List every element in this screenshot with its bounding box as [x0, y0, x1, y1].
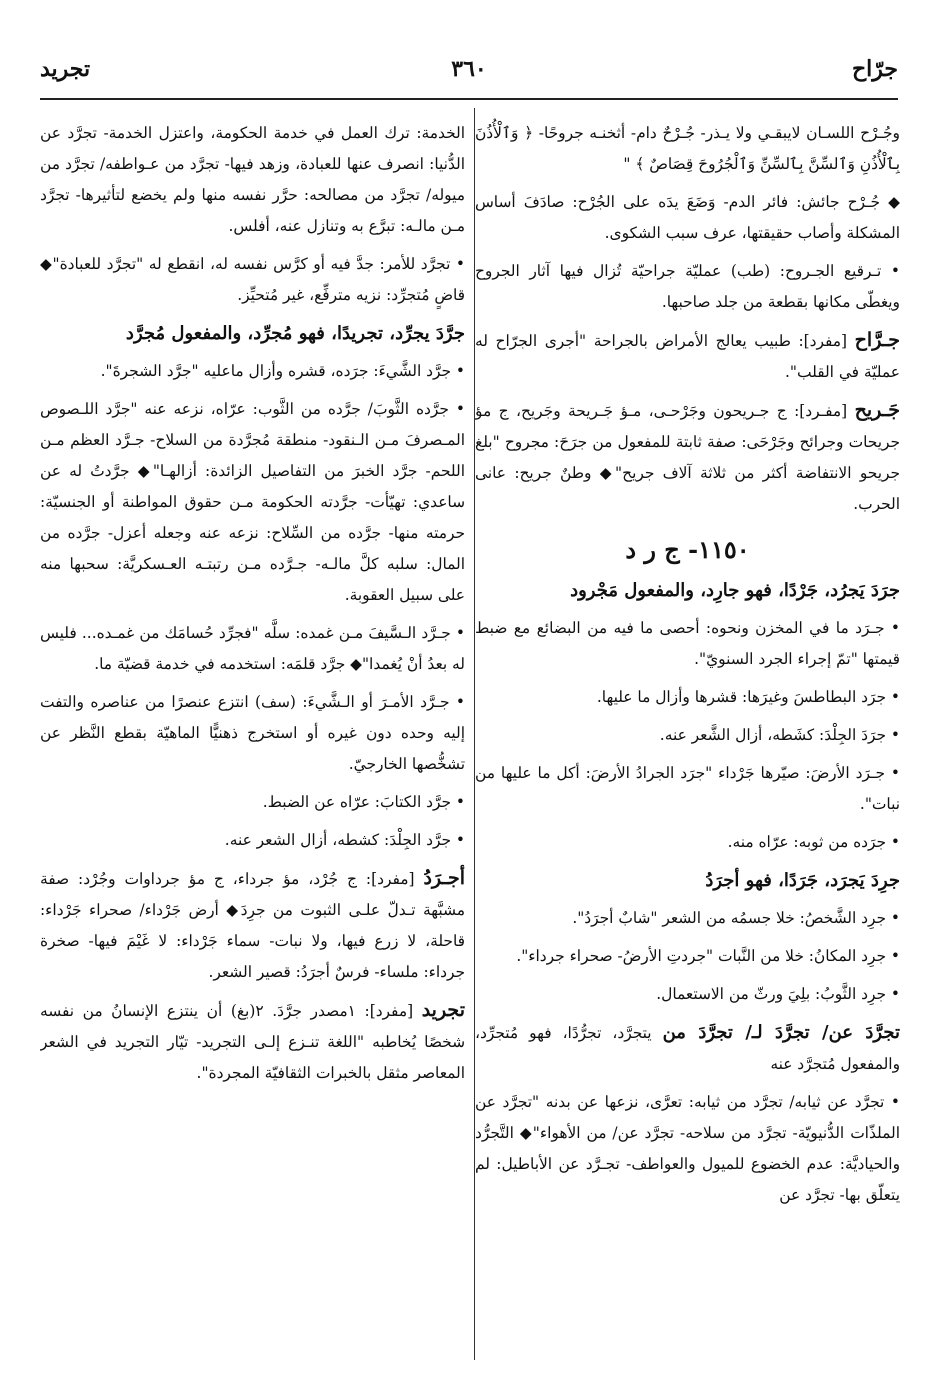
entry-paragraph: • جرَّده الثَّوبَ/ جرَّده من الثَّوب: عرّاه، نزعه عنه "جرَّد اللـصوص المـصرفَ مـن الـنقود- منطقة مُجرَّدة من السلاح- جـرَّد العظم مـن اللحم- جرَّد الخبرَ من التفاصيل الزائدة: أزالهـا"◆ جرَّدتُ له عن ساعدي: تهيّأت- جرَّدته الحكومة مـن حقوق المواطنة أو الجنسيّة: حرمته منها- جرَّده من السِّلاح: نزعه عنه وجعله أعزل- جرَّده من المال: سلبه كلَّ مالـه- جـرَّده مـن رتبتـه العـسكريَّة: سحبها منه على سبيل العقوبة.: [40, 400, 465, 604]
headword-entry: [475, 325, 900, 388]
entry-paragraph: • جرَّد الكتابَ: عرّاه عن الضبط.: [262, 793, 465, 811]
headword-entry: [40, 995, 465, 1089]
headword: جَـريح: [854, 399, 900, 421]
entry-paragraph: • تـرقيع الجـروح: (طب) عمليّة جراحيّة تُزال فيها آثار الجروح ويغطّى مكانها بقطعة من جلد صاحبها.: [475, 262, 900, 311]
entry-paragraph: • جرِد الشَّخصُ: خلا جسمُه من الشعر "شابٌ أجرَدُ".: [572, 909, 900, 927]
entry-paragraph: • تجرَّد عن ثيابه/ تجرَّد من ثيابه: تعرَّى، نزعها عن بدنه "تجرَّد عن الملذّات الدُّنيويّة- تجرَّد من سلاحه- تجرَّد عن/ من الأهواء"◆ التَّجرُّد والحياديَّة: عدم الخضوع للميول والعواطف- تجـرَّد عن الأباطيل: لم يتعلّق بها- تجرَّد عن: [475, 1093, 900, 1204]
left-column: [40, 118, 465, 1358]
headword: أجـرَدُ: [423, 867, 465, 889]
entry-paragraph: • جرَّد الشَّيءَ: جرَده، قشره وأزال ماعليه "جرَّد الشجرةَ".: [100, 362, 465, 380]
header-guide-word-right: جرّاح: [851, 56, 898, 82]
entry-paragraph: وجُـرْح اللسـان لايبقـي ولا يـذر- جُـرْحٌ دام- أثخنـه جروحًا- ﴿ وَٱلْأُذُنَ بِٱلْأُذُنِ وَٱلسِّنَّ بِٱلسِّنِّ وَٱلْجُرُوحَ قِصَاصٌ ﴾ ": [475, 124, 900, 173]
right-column: [475, 118, 900, 1358]
verb-forms: يتجرَّد، تجرُّدًا، فهو مُتجرِّد، والمفعول مُتجرَّد عنه: [475, 1024, 900, 1073]
page-header: [40, 52, 898, 100]
verb-subheading: جرَّدَ يجرِّد، تجريدًا، فهو مُجرِّد، والمفعول مُجرَّد: [125, 323, 465, 344]
root-section-title: ١١٥٠- ج ر د: [625, 535, 750, 564]
entry-paragraph: • جرَّد الجِلْدَ: كشطه، أزال الشعر عنه.: [224, 831, 465, 849]
entry-paragraph: • جرَده من ثوبه: عرّاه منه.: [727, 833, 900, 851]
verb-subheading-entry: [475, 1017, 900, 1080]
headword-entry: [475, 395, 900, 520]
entry-paragraph: • تجرَّد للأمر: جدَّ فيه أو كرَّس نفسه له، انقطع له "تجرَّد للعبادة"◆ قاضٍ مُتجرِّد: نزيه مترفِّع، غير مُتحيِّز.: [40, 255, 465, 304]
verb-subheading: تجرَّدَ عن/ تجرَّدَ لـ/ تجرَّدَ من: [662, 1022, 900, 1043]
headword: تجريد: [421, 999, 465, 1021]
entry-paragraph: ◆ جُـرْح جائش: فائر الدم- وَضَعَ يدَه على الجُرْح: صادَفَ أساس المشكلة وأصاب حقيقتها، عرف سبب الشكوى.: [475, 193, 900, 242]
headword-definition: [مفرد]: طبيب يعالج الأمراض بالجراحة "أجرى الجرّاح له عمليّة في القلب".: [475, 332, 900, 381]
headword-definition: [مفـرد]: ج جـريحون وجَرْحـى، مـؤ جَـريحة وجَريح، ج مؤ جريحات وجرائح وجَرْحَى: صفة ثابتة للمفعول من جرَحَ: مجروح "بلغ جريحو الانتفاضة أكثر من ثلاثة آلاف جريح"◆ وطنٌ جريح: عانى الحرب.: [475, 402, 900, 513]
header-guide-word-left: تجريد: [40, 56, 91, 82]
entry-paragraph: • جرَد البطاطسَ وغيرَها: قشرها وأزال ما عليها.: [596, 688, 900, 706]
headword-definition: [مفرد]: ١مصدر جرَّدَ. ٢(بغ) أن ينتزع الإنسانُ من نفسه شخصًا يُخاطبه "اللغة تنـزع إلـى التجريد- تيّار التجريد في الشعر المعاصر مثقل بالخبرات الثقافيّة المجردة".: [40, 1002, 465, 1082]
entry-paragraph: • جـرَّد الأمـرَ أو الـشَّيءَ: (سف) انتزع عنصرًا من عناصره والتفت إليه وحده دون غيره أو استخرج ذهنيًّا الماهيّة بقطع النَّظر عن تشخُّصها الخارجيّ.: [40, 693, 465, 773]
entry-paragraph: • جرِد المكانُ: خلا من النَّبات "جردتِ الأرضُ- صحراء جرداء".: [516, 947, 900, 965]
entry-paragraph: • جـرَّد الـسَّيفَ مـن غمده: سلَّه "فجرِّد حُسامَك من غمـده... فليس له بعدُ أنْ يُغمدا"◆ جرَّد قلمَه: استخدمه في خدمة قضيّة ما.: [40, 624, 465, 673]
verb-subheading: جرَدَ يَجرُد، جَرْدًا، فهو جارِد، والمفعول مَجْرود: [570, 580, 900, 601]
entry-paragraph: • جرِد الثَّوبُ: بلِيَ ورثّ من الاستعمال.: [656, 985, 900, 1003]
entry-paragraph: الخدمة: ترك العمل في خدمة الحكومة، واعتزل الخدمة- تجرَّد عن الدُّنيا: انصرف عنها للعبادة، وزهد فيها- تجرَّد من عـواطفه/ تجرَّد من ميوله/ تجرَّد من مصالحه: حرَّر نفسه منها ولم يخضع لتأثيرها- تجرَّد مـن مالـه: تبرَّع به وتنازل عنه، أفلس.: [40, 124, 465, 235]
page-number: ٣٦٠: [451, 56, 487, 82]
entry-paragraph: • جـرَد الأرضَ: صيّرها جَرْداء "جرَد الجرادُ الأرضَ: أكل ما عليها من نبات".: [475, 764, 900, 813]
entry-paragraph: • جرَدَ الجِلْدَ: كشَطه، أزال الشَّعر عنه.: [659, 726, 900, 744]
headword-definition: [مفرد]: ج جُرْد، مؤ جرداء، ج مؤ جرداوات وجُرْد: صفة مشبَّهة تـدلّ علـى الثبوت من جرِدَ◆ أرض جَرْداء/ صحراء جَرْداء: قاحلة، لا زرع فيها، ولا نبات- سماء جَرْداء: لا غَيْمَ فيها- صخرة جرداء: ملساء- فرسٌ أجرَدُ: قصير الشعر.: [40, 870, 465, 981]
headword-entry: [40, 863, 465, 988]
verb-subheading: جرِدَ يَجرَد، جَرَدًا، فهو أجرَدُ: [705, 870, 900, 891]
headword: جـرَّاح: [854, 329, 900, 351]
entry-paragraph: • جـرَد ما في المخزن ونحوه: أحصى ما فيه من البضائع مع ضبط قيمتها "تمّ إجراء الجرد السنويّ".: [475, 619, 900, 668]
